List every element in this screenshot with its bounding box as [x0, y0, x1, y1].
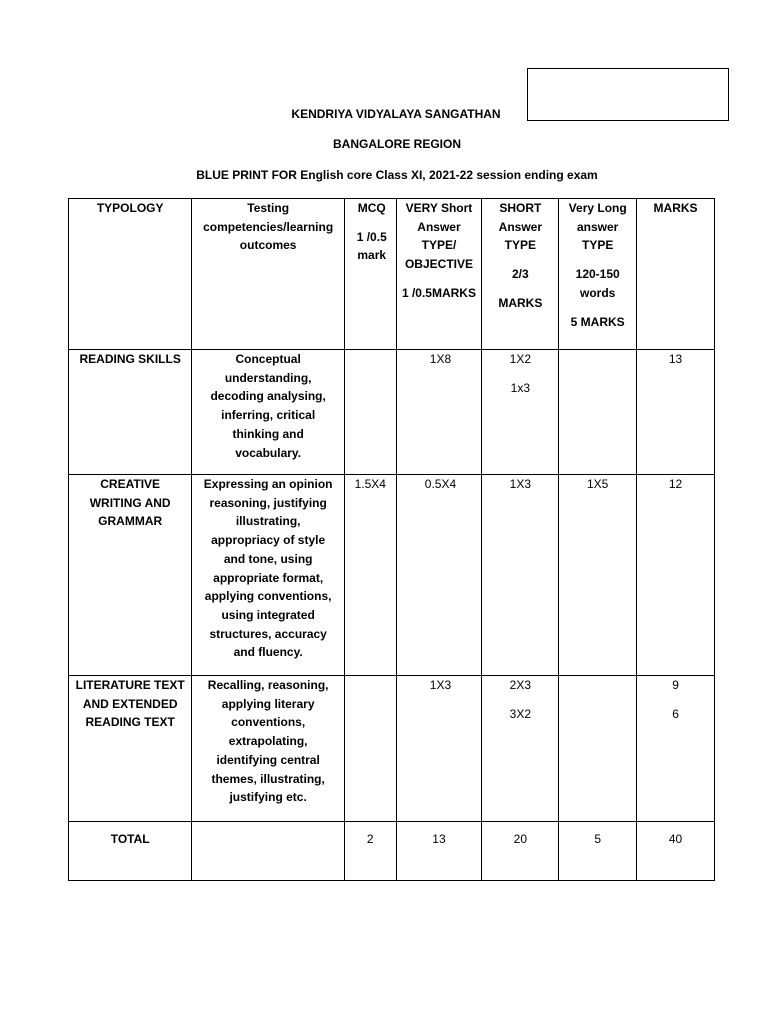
testing-line: thinking and — [232, 426, 304, 441]
total-sa-value: 20 — [513, 832, 528, 846]
testing-cell — [192, 475, 345, 676]
testing-line: conventions, — [231, 715, 306, 730]
sa-value: 3X2 — [509, 706, 532, 721]
testing-line: applying conventions, — [204, 589, 332, 604]
vsa-value: 0.5X4 — [424, 477, 457, 491]
total-vsa-cell — [396, 822, 482, 881]
total-row — [69, 822, 715, 881]
header-testing — [192, 199, 345, 350]
header-sa-line: SHORT — [499, 201, 542, 215]
total-label: TOTAL — [110, 832, 150, 846]
typology-cell — [69, 350, 192, 475]
header-mcq-line: mark — [357, 248, 387, 263]
mcq-value: 1.5X4 — [354, 477, 386, 491]
header-vsa-line: Answer — [417, 219, 461, 234]
testing-line: structures, accuracy — [209, 626, 327, 641]
testing-line: understanding, — [224, 370, 312, 385]
sa-cell — [482, 676, 559, 822]
total-marks-cell — [637, 822, 715, 881]
header-typology — [69, 199, 192, 350]
typology-cell — [69, 676, 192, 822]
header-sa-line: TYPE — [504, 238, 537, 253]
header-vsa-line: TYPE/ — [421, 238, 457, 253]
typology-line: READING SKILLS — [79, 352, 181, 366]
typology-cell — [69, 475, 192, 676]
vsa-cell — [396, 475, 482, 676]
header-vla-line: answer — [577, 219, 619, 234]
table-header-row — [69, 199, 715, 350]
table-row — [69, 475, 715, 676]
marks-cell — [637, 676, 715, 822]
header-mcq-line: 1 /0.5 — [356, 229, 387, 244]
testing-line: applying literary — [221, 696, 315, 711]
sa-cell — [482, 475, 559, 676]
testing-line: Expressing an opinion — [203, 477, 333, 491]
testing-line: reasoning, justifying — [209, 495, 327, 510]
header-short — [482, 199, 559, 350]
vsa-cell — [396, 676, 482, 822]
sa-cell — [482, 350, 559, 475]
total-mcq-cell — [344, 822, 396, 881]
testing-line: illustrating, — [235, 514, 301, 529]
typology-line: AND EXTENDED — [82, 696, 178, 711]
header-vsa-line: OBJECTIVE — [404, 257, 473, 272]
header-vla-line: TYPE — [582, 238, 614, 253]
vla-cell — [559, 676, 637, 822]
typology-line: WRITING AND — [89, 495, 171, 510]
marks-value: 13 — [668, 352, 683, 366]
sa-value: 2X3 — [509, 678, 532, 692]
mcq-cell — [344, 350, 396, 475]
typology-line: GRAMMAR — [98, 514, 163, 529]
testing-line: identifying central — [216, 752, 320, 767]
testing-line: appropriacy of style — [211, 533, 326, 548]
header-mcq — [344, 199, 396, 350]
header-vla-line: 5 MARKS — [570, 314, 625, 329]
testing-line: themes, illustrating, — [211, 771, 325, 786]
marks-cell — [637, 475, 715, 676]
typology-line: LITERATURE TEXT — [75, 678, 185, 692]
testing-line: using integrated — [221, 607, 315, 622]
mcq-cell — [344, 475, 396, 676]
header-typology-label: TYPOLOGY — [96, 201, 164, 215]
document-title: BLUE PRINT FOR English core Class XI, 2021-22 session ending exam — [196, 168, 598, 182]
testing-line: decoding analysing, — [210, 389, 326, 404]
vla-value: 1X5 — [587, 477, 609, 491]
region-name: BANGALORE REGION — [332, 137, 461, 151]
blueprint-table — [68, 198, 715, 881]
marks-value: 9 — [672, 678, 679, 692]
org-name: KENDRIYA VIDYALAYA SANGATHAN — [291, 107, 501, 121]
testing-line: and fluency. — [233, 645, 303, 660]
total-vla-cell — [559, 822, 637, 881]
header-vsa-line: VERY Short — [405, 201, 473, 215]
mcq-cell — [344, 676, 396, 822]
testing-line: Conceptual — [235, 352, 301, 366]
header-sa-line: MARKS — [498, 295, 543, 310]
header-marks — [637, 199, 715, 350]
testing-line: extrapolating, — [228, 734, 308, 749]
header-sa-line: 2/3 — [512, 267, 529, 282]
total-testing-cell — [192, 822, 345, 881]
testing-line: Recalling, reasoning, — [207, 678, 329, 692]
header-vla-line: words — [580, 285, 616, 300]
header-testing-line: Testing — [247, 201, 290, 215]
typology-line: READING TEXT — [85, 715, 175, 730]
header-very-long — [559, 199, 637, 350]
marks-value: 12 — [668, 477, 683, 491]
total-marks-value: 40 — [668, 832, 683, 846]
vsa-value: 1X3 — [429, 678, 452, 692]
testing-line: vocabulary. — [235, 445, 302, 460]
marks-value: 6 — [672, 706, 679, 721]
table-row — [69, 676, 715, 822]
typology-line: CREATIVE — [100, 477, 161, 491]
testing-line: appropriate format, — [213, 570, 324, 585]
table-row — [69, 350, 715, 475]
testing-line: inferring, critical — [221, 408, 316, 423]
total-sa-cell — [482, 822, 559, 881]
testing-line: and tone, using — [223, 551, 313, 566]
marks-cell — [637, 350, 715, 475]
header-testing-line: outcomes — [239, 238, 297, 253]
total-label-cell — [69, 822, 192, 881]
sa-value: 1x3 — [510, 380, 531, 395]
header-sa-line: Answer — [498, 219, 543, 234]
total-vsa-value: 13 — [432, 832, 446, 846]
total-mcq-value: 2 — [366, 832, 374, 846]
header-vla-line: 120-150 — [575, 267, 620, 282]
sa-value: 1X3 — [509, 477, 532, 491]
header-mcq-line: MCQ — [357, 201, 386, 215]
vsa-cell — [396, 350, 482, 475]
header-testing-line: competencies/learning — [203, 219, 334, 234]
header-very-short — [396, 199, 482, 350]
header-vla-line: Very Long — [568, 201, 627, 215]
testing-line: justifying etc. — [229, 790, 307, 805]
testing-cell — [192, 676, 345, 822]
vla-cell — [559, 475, 637, 676]
testing-cell — [192, 350, 345, 475]
sa-value: 1X2 — [509, 352, 532, 366]
total-vla-value: 5 — [594, 832, 602, 846]
header-marks-label: MARKS — [653, 201, 698, 215]
header-vsa-line: 1 /0.5MARKS — [401, 285, 476, 300]
vla-cell — [559, 350, 637, 475]
vsa-value: 1X8 — [429, 352, 452, 366]
